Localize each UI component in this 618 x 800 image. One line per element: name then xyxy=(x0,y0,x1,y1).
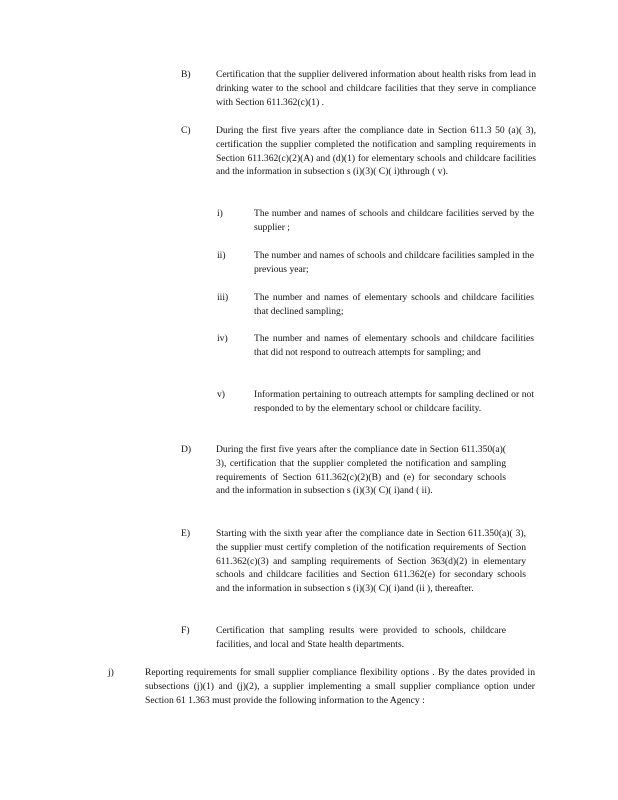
item-text: During the first five years after the compliance date in Section 611.3 50 (a)( 3), certification the supplier completed the notification and sampling requirements in Section 611.362(c)(2)(A) and (d)(1) for elementary schools and childcare facilities and the information in subsection s (i)(3)( C)( i)through ( v). xyxy=(216,125,536,178)
item-label: E) xyxy=(181,528,191,539)
item-label: j) xyxy=(108,667,114,678)
subitem-label: iv) xyxy=(217,333,228,344)
subitem-text: Information pertaining to outreach attempts for sampling declined or not responded to by the elementary school or childcare facility. xyxy=(254,389,534,414)
item-text: Certification that the supplier delivered information about health risks from lead in drinking water to the school and childcare facilities that they serve in compliance with Section 611.362(c)(1) . xyxy=(216,69,536,108)
item-text: During the first five years after the compliance date in Section 611.350(a)( 3), certification that the supplier completed the notification and sampling requirements of Section 611.362(c)(2)(B) and (e) for secondary schools and the information in subsection s (i)(3)( C)( i)and ( ii). xyxy=(216,444,506,497)
subitem-label: i) xyxy=(217,208,223,219)
item-text: Reporting requirements for small supplier compliance flexibility options . By the dates provided in subsections (j)(1) and (j)(2), a supplier implementing a small supplier compliance option under Section 61 1.363 must provide the following information to the Agency : xyxy=(145,667,535,706)
subitem-label: ii) xyxy=(217,250,226,261)
item-label: F) xyxy=(181,625,190,636)
item-text: Certification that sampling results were provided to schools, childcare facilities, and local and State health departments. xyxy=(216,625,506,650)
item-label: D) xyxy=(181,444,192,455)
item-text: Starting with the sixth year after the compliance date in Section 611.350(a)( 3), the supplier must certify completion of the notification requirements of Section 611.362(c)(3) and sampling requirements of Section 363(d)(2) in elementary schools and childcare facilities and Section 611.362(e) for secondary schools and the information in subsection s (i)(3)( C)( i)and (ii ), thereafter. xyxy=(216,528,526,595)
subitem-text: The number and names of schools and childcare facilities sampled in the previous year; xyxy=(254,250,534,275)
item-label: B) xyxy=(181,69,191,80)
subitem-label: v) xyxy=(217,389,225,400)
item-label: C) xyxy=(181,125,191,136)
subitem-label: iii) xyxy=(217,292,229,303)
subitem-text: The number and names of elementary schools and childcare facilities that did not respond to outreach attempts for sampling; and xyxy=(254,333,534,358)
subitem-text: The number and names of schools and childcare facilities served by the supplier ; xyxy=(254,208,534,233)
subitem-text: The number and names of elementary schools and childcare facilities that declined sampling; xyxy=(254,292,534,317)
